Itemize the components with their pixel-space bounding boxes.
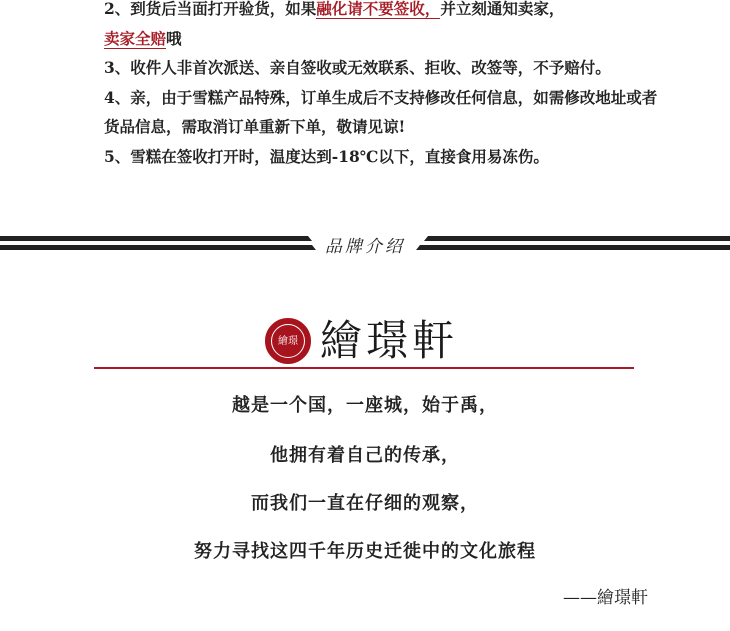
poem-text: 努力寻找这四千年历史迁徙中的文化旅程 bbox=[194, 541, 536, 562]
poem-text: 越是一个国，一座城，始于禹， bbox=[232, 395, 498, 416]
poem-text: 而我们一直在仔细的观察， bbox=[251, 493, 479, 514]
notice-text: 哦 bbox=[166, 28, 182, 48]
signature: ——繪璟軒 bbox=[563, 588, 648, 608]
seal-text: 繪璟 bbox=[271, 324, 305, 358]
notice-item-3: 3、收件人非首次派送、亲自签收或无效联系、拒收、改签等，不予赔付。 bbox=[104, 58, 611, 77]
brand-underline bbox=[94, 367, 634, 369]
poem-line-4 bbox=[0, 537, 730, 563]
notice-item-4: 4、亲，由于雪糕产品特殊，订单生成后不支持修改任何信息，如需修改地址或者货品信息，需取消订单重新下单，敬请见谅! bbox=[104, 87, 658, 136]
notice-text: 2、到货后当面打开验货，如果 bbox=[104, 0, 317, 18]
poem-line-3 bbox=[0, 489, 730, 515]
brand-name: 繪璟軒 bbox=[320, 316, 459, 365]
notice-highlight: 融化请不要签收， bbox=[316, 0, 441, 18]
shipping-notice bbox=[104, 0, 664, 171]
poem-text: 他拥有着自己的传承， bbox=[270, 445, 460, 466]
poem-line-2 bbox=[0, 441, 730, 467]
notice-highlight: 卖家全赔 bbox=[104, 28, 167, 48]
brand-seal-icon bbox=[265, 318, 311, 364]
notice-item-2 bbox=[104, 0, 664, 53]
notice-item-5: 5、雪糕在签收打开时，温度达到-18℃以下，直接食用易冻伤。 bbox=[104, 146, 549, 166]
notice-text: 并立刻通知卖家， bbox=[440, 0, 565, 18]
poem-line-1 bbox=[0, 391, 730, 417]
section-title: 品牌介绍 bbox=[325, 237, 405, 257]
